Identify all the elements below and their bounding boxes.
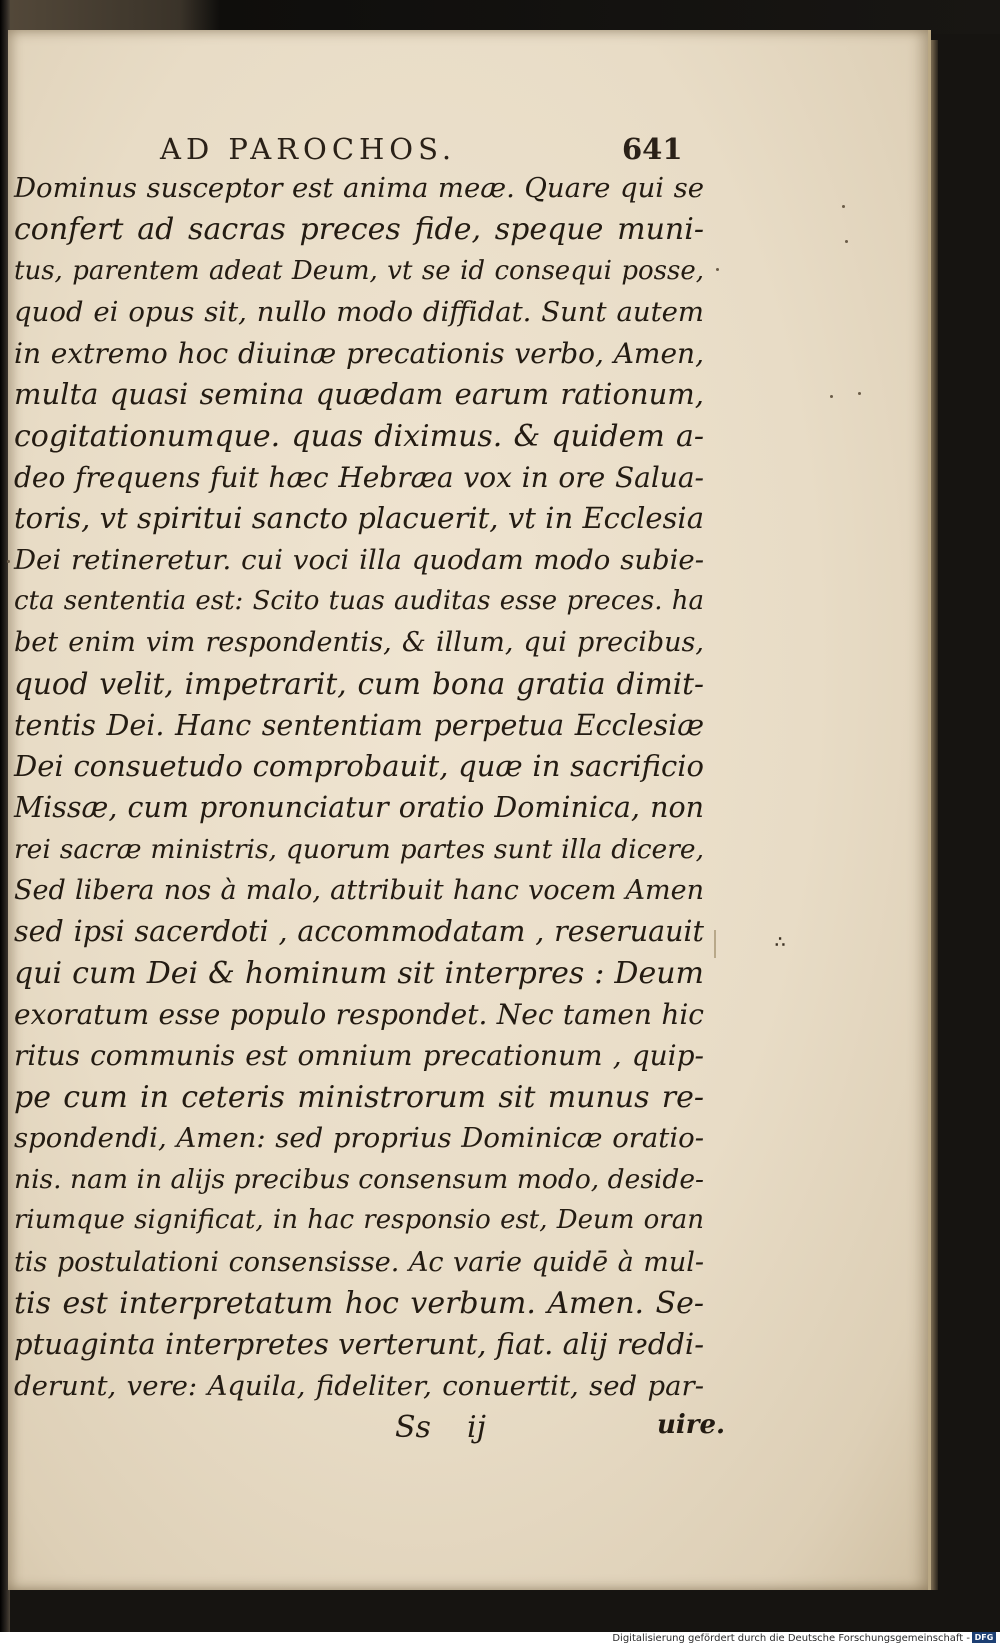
text-line: bet enim vim respondentis, & illum, qui precibus, [14, 627, 704, 659]
text-line: confert ad sacras preces fide, speque muni- [14, 212, 704, 248]
funding-credit: Digitalisierung gefördert durch die Deutsche Forschungsgemeinschaft - [612, 1633, 970, 1644]
text-line: derunt, vere: Aquila, fideliter, conuertit, sed par- [14, 1369, 704, 1402]
text-line: tus, parentem adeat Deum, vt se id consequi posse, [14, 255, 704, 286]
signature-number: ij [467, 1410, 486, 1445]
paper-speck [858, 392, 861, 395]
text-line: Missæ, cum pronunciatur oratio Dominica, non [14, 791, 704, 825]
paper-speck [845, 240, 848, 243]
text-line: tis postulationi consensisse. Ac varie quidē à mul- [14, 1246, 704, 1278]
margin-rule [714, 930, 716, 958]
text-line: riumque significat, in hac responsio est, Deum oran [14, 1205, 704, 1236]
text-line: Dei consuetudo comprobauit, quæ in sacrificio [14, 749, 704, 784]
text-line: in extremo hoc diuinæ precationis verbo, Amen, [14, 337, 704, 371]
signature-line [395, 1410, 726, 1452]
text-line: exoratum esse populo respondet. Nec tamen hic [14, 997, 704, 1031]
paper-speck [830, 395, 833, 398]
text-line: Dominus susceptor est anima meæ. Quare qui se [14, 172, 704, 204]
text-line: ritus communis est omnium precationum , quip- [14, 1039, 704, 1073]
catchword: uire. [657, 1410, 726, 1440]
margin-note: ∴ [775, 932, 786, 951]
text-line: quod velit, impetrarit, cum bona gratia dimit- [14, 666, 704, 701]
paper-speck [716, 268, 719, 271]
text-line: toris, vt spiritui sancto placuerit, vt in Ecclesia [14, 501, 704, 536]
page-number: 641 [622, 132, 683, 166]
text-line: cta sententia est: Scito tuas auditas esse preces. ha [14, 585, 704, 616]
text-line: tis est interpretatum hoc verbum. Amen. Se- [14, 1286, 704, 1322]
text-line: Sed libera nos à malo, attribuit hanc vocem Amen [14, 875, 704, 907]
text-line: qui cum Dei & hominum sit interpres : Deum [14, 955, 704, 991]
text-line: multa quasi semina quædam earum rationum, [14, 377, 704, 412]
dfg-logo: DFG [972, 1632, 996, 1643]
text-line: quod ei opus sit, nullo modo diffidat. Sunt autem [14, 295, 704, 328]
paper-speck [7, 560, 10, 563]
text-line: tentis Dei. Hanc sententiam perpetua Ecclesiæ [14, 708, 704, 742]
text-line: rei sacræ ministris, quorum partes sunt illa dicere, [14, 833, 704, 865]
scan-top-strip [0, 0, 1000, 34]
text-line: sed ipsi sacerdoti , accommodatam , reseruauit [14, 915, 704, 949]
paper-speck [842, 205, 845, 208]
text-line: cogitationumque. quas diximus. & quidem a- [14, 418, 704, 454]
text-line: Dei retineretur. cui voci illa quodam modo subie- [14, 543, 704, 576]
text-line: spondendi, Amen: sed proprius Dominicæ oratio- [14, 1121, 704, 1154]
text-line: pe cum in ceteris ministrorum sit munus re- [14, 1079, 704, 1115]
body-text [14, 168, 704, 1407]
page-header [160, 132, 700, 172]
text-line: deo frequens fuit hæc Hebræa vox in ore Salua- [14, 461, 704, 495]
running-head: AD PAROCHOS. [160, 132, 457, 166]
text-line: ptuaginta interpretes verterunt, fiat. alij reddi- [14, 1327, 704, 1362]
signature-mark: Ss [395, 1410, 431, 1445]
text-line: nis. nam in alijs precibus consensum modo, deside- [14, 1164, 704, 1196]
